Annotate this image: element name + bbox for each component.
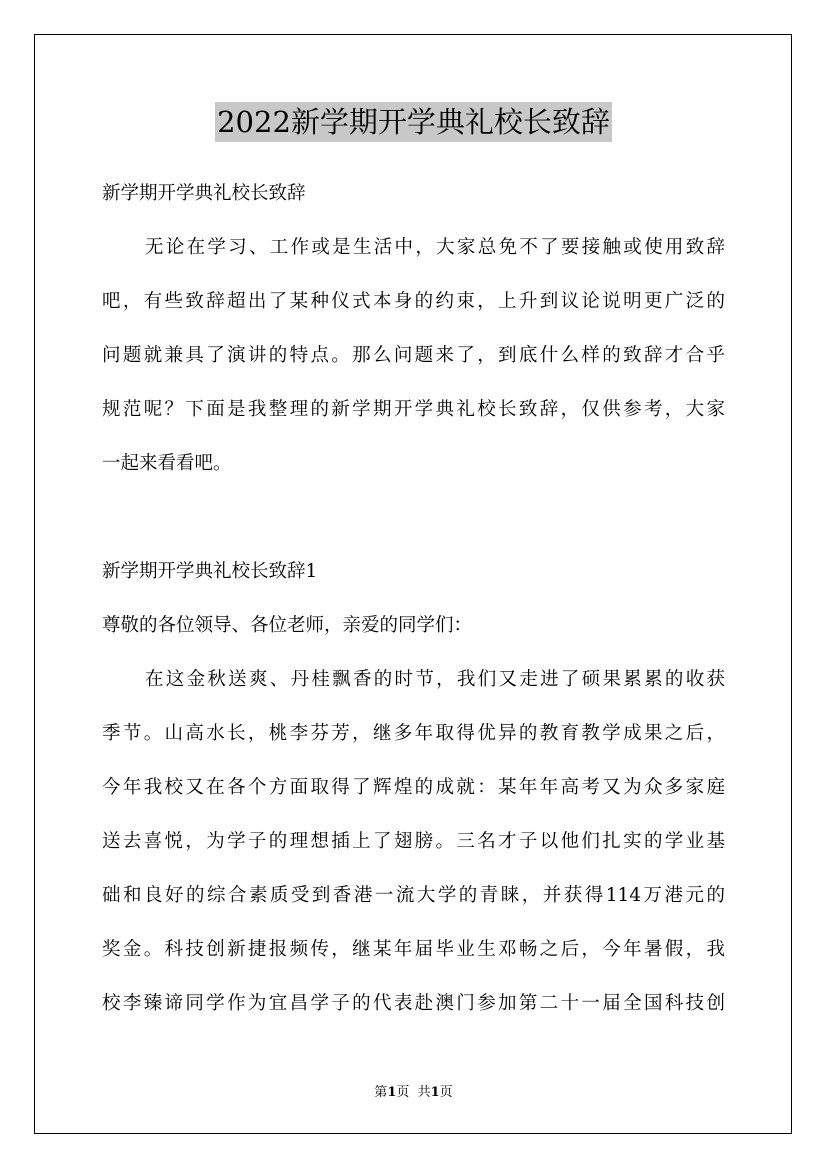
section-heading: 新学期开学典礼校长致辞1	[102, 561, 318, 582]
intro-line: 吧，有些致辞超出了某种仪式本身的约束，上升到议论说明更广泛的	[102, 291, 725, 312]
body-line: 在这金秋送爽、丹桂飘香的时节，我们又走进了硕果累累的收获	[145, 669, 725, 690]
intro-line: 无论在学习、工作或是生活中，大家总免不了要接触或使用致辞	[145, 237, 725, 258]
salutation: 尊敬的各位领导、各位老师，亲爱的同学们：	[102, 615, 473, 636]
body-line: 础和良好的综合素质受到香港一流大学的青睐，并获得114万港元的	[102, 885, 725, 906]
footer-page-number: 1	[387, 1085, 397, 1100]
body-line: 季节。山高水长，桃李芬芳，继多年取得优异的教育教学成果之后，	[102, 723, 725, 744]
footer-page-total: 1	[430, 1085, 440, 1100]
footer-prefix: 第	[374, 1085, 388, 1100]
body-line: 校李臻谛同学作为宜昌学子的代表赴澳门参加第二十一届全国科技创	[102, 993, 725, 1014]
title-wrap	[0, 102, 827, 142]
intro-line: 问题就兼具了演讲的特点。那么问题来了，到底什么样的致辞才合乎	[102, 345, 725, 366]
page-footer	[0, 1085, 827, 1101]
document-title: 2022新学期开学典礼校长致辞	[215, 102, 612, 142]
intro-heading: 新学期开学典礼校长致辞	[102, 183, 306, 204]
intro-line: 一起来看看吧。	[102, 453, 232, 474]
body-line: 今年我校又在各个方面取得了辉煌的成就：某年年高考又为众多家庭	[102, 777, 725, 798]
body-line: 奖金。科技创新捷报频传，继某年届毕业生邓畅之后，今年暑假，我	[102, 939, 725, 960]
footer-mid: 页 共	[396, 1085, 431, 1100]
footer-suffix: 页	[439, 1085, 453, 1100]
body-line: 送去喜悦，为学子的理想插上了翅膀。三名才子以他们扎实的学业基	[102, 831, 725, 852]
intro-line: 规范呢？下面是我整理的新学期开学典礼校长致辞，仅供参考，大家	[102, 399, 725, 420]
